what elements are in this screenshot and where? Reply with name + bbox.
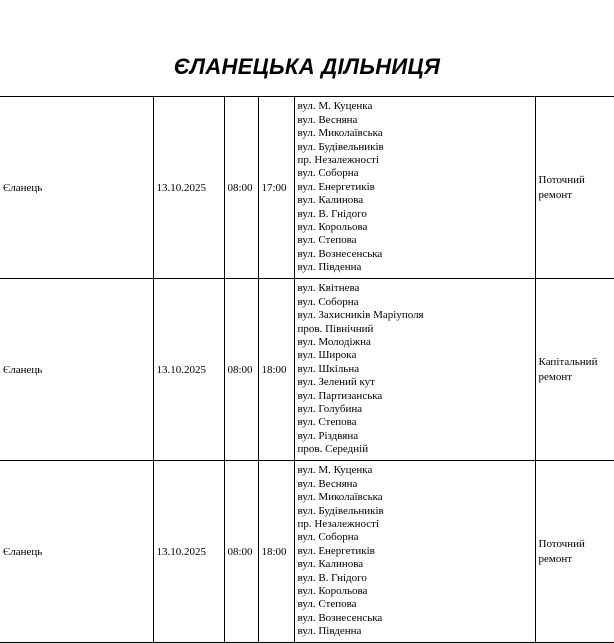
street-item: вул. Енергетиків (297, 180, 375, 193)
street-item: вул. Зелений кут (297, 376, 375, 389)
street-item: вул. В. Гнідого (297, 207, 367, 220)
street-item: вул. Південна (297, 261, 362, 274)
work-type-text: ремонт (538, 552, 573, 565)
settlement-cell: Єланець (0, 279, 153, 461)
end-time-cell: 17:00 (258, 97, 294, 279)
end-time-cell: 18:00 (258, 461, 294, 643)
street-item: вул. Калинова (297, 558, 364, 571)
street-item: вул. Південна (297, 625, 362, 638)
street-item: вул. Енергетиків (297, 544, 375, 557)
work-type-cell (535, 97, 614, 279)
work-type-text: ремонт (538, 370, 573, 383)
outage-schedule-table (0, 96, 614, 643)
end-time-cell: 18:00 (258, 279, 294, 461)
date-cell: 13.10.2025 (153, 279, 224, 461)
work-type-text: Поточний (538, 173, 585, 186)
street-item: вул. Різдвяна (297, 429, 359, 442)
street-item: вул. Соборна (297, 295, 359, 308)
street-item: вул. Калинова (297, 194, 364, 207)
street-item: вул. Квітнева (297, 282, 360, 295)
street-item: вул. Степова (297, 598, 357, 611)
street-item: вул. Партизанська (297, 389, 383, 402)
street-item: вул. Молодіжна (297, 335, 371, 348)
street-item: вул. В. Гнідого (297, 571, 367, 584)
street-item: вул. М. Куценка (297, 100, 373, 113)
street-item: вул. Голубина (297, 403, 363, 416)
date-cell: 13.10.2025 (153, 97, 224, 279)
street-item: пров. Північний (297, 322, 374, 335)
work-type-cell (535, 279, 614, 461)
streets-cell (294, 279, 535, 461)
work-type-text: Поточний (538, 537, 585, 550)
settlement-cell: Єланець (0, 461, 153, 643)
street-item: вул. Соборна (297, 167, 359, 180)
street-item: вул. Весняна (297, 113, 358, 126)
page-title: ЄЛАНЕЦЬКА ДІЛЬНИЦЯ (173, 54, 441, 79)
start-time-cell: 08:00 (224, 279, 258, 461)
street-item: вул. Соборна (297, 531, 359, 544)
streets-cell (294, 461, 535, 643)
work-type-cell (535, 461, 614, 643)
work-type-text: Капітальний (538, 355, 598, 368)
street-item: вул. Будівельників (297, 140, 384, 153)
street-item: вул. Широка (297, 349, 357, 362)
street-item: вул. Весняна (297, 477, 358, 490)
street-item: вул. Степова (297, 234, 357, 247)
table-row (0, 461, 614, 643)
street-item: вул. Миколаївська (297, 491, 383, 504)
street-item: вул. Корольова (297, 585, 368, 598)
street-item: вул. М. Куценка (297, 464, 373, 477)
street-item: вул. Корольова (297, 221, 368, 234)
table-row (0, 279, 614, 461)
street-item: пр. Незалежності (297, 153, 380, 166)
settlement-cell: Єланець (0, 97, 153, 279)
street-item: пр. Незалежності (297, 517, 380, 530)
table-row (0, 97, 614, 279)
street-item: вул. Будівельників (297, 504, 384, 517)
streets-cell (294, 97, 535, 279)
date-cell: 13.10.2025 (153, 461, 224, 643)
street-item: вул. Шкільна (297, 362, 360, 375)
street-item: вул. Миколаївська (297, 127, 383, 140)
street-item: вул. Степова (297, 416, 357, 429)
start-time-cell: 08:00 (224, 97, 258, 279)
street-item: пров. Середній (297, 443, 369, 456)
start-time-cell: 08:00 (224, 461, 258, 643)
work-type-text: ремонт (538, 188, 573, 201)
street-item: вул. Вознесенська (297, 247, 383, 260)
street-item: вул. Вознесенська (297, 611, 383, 624)
street-item: вул. Захисників Маріуполя (297, 309, 424, 322)
